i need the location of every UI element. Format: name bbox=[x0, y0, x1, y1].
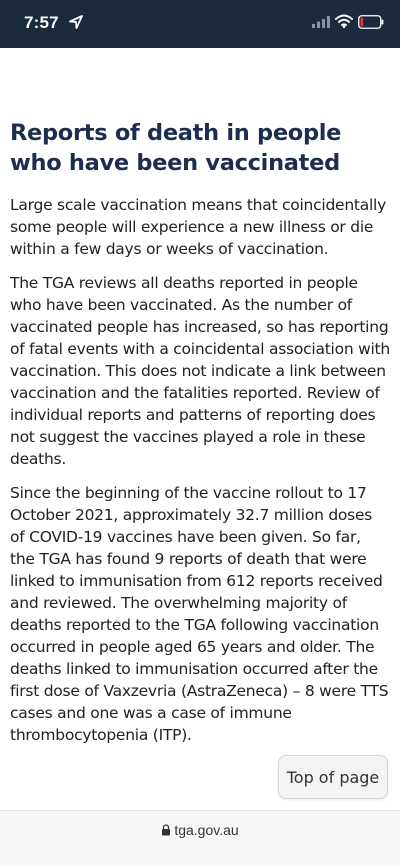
address-bar[interactable] bbox=[0, 810, 400, 866]
top-of-page-button[interactable]: Top of page bbox=[278, 755, 388, 799]
paragraph-review: The TGA reviews all deaths reported in people who have been vaccinated. As the number of vaccinated people has increased, so has reporting of fatal events with a coincidental association with vaccination. This does not indicate a link between vaccination and the fatalities reported. Review of individual reports and patterns of reporting does not suggest the vaccines played a role in these deaths. bbox=[10, 274, 390, 468]
status-time: 7:57 bbox=[24, 13, 59, 32]
url-domain: tga.gov.au bbox=[174, 822, 239, 838]
lock-icon bbox=[161, 824, 171, 836]
location-arrow-icon bbox=[68, 14, 84, 30]
address-bar-url[interactable] bbox=[0, 822, 400, 838]
battery-icon bbox=[358, 15, 384, 29]
paragraph-intro: Large scale vaccination means that coincidentally some people will experience a new illness or die within a few days or weeks of vaccination. bbox=[10, 196, 386, 258]
paragraph-statistics: Since the beginning of the vaccine rollout to 17 October 2021, approximately 32.7 million doses of COVID-19 vaccines have been given. So far, the TGA has found 9 reports of death that were linked to immunisation from 612 reports received and reviewed. The overwhelming majority of deaths reported to the TGA following vaccination occurred in people aged 65 years and older. The deaths linked to immunisation occurred after the first dose of Vaxzevria (AstraZeneca) – 8 were TTS cases and one was a case of immune thrombocytopenia (ITP). bbox=[10, 484, 389, 744]
wifi-icon bbox=[335, 14, 353, 28]
article-content bbox=[10, 118, 390, 746]
page-title: Reports of death in people who have been vaccinated bbox=[10, 120, 342, 176]
status-bar bbox=[0, 0, 400, 48]
cellular-signal-icon bbox=[312, 16, 330, 28]
